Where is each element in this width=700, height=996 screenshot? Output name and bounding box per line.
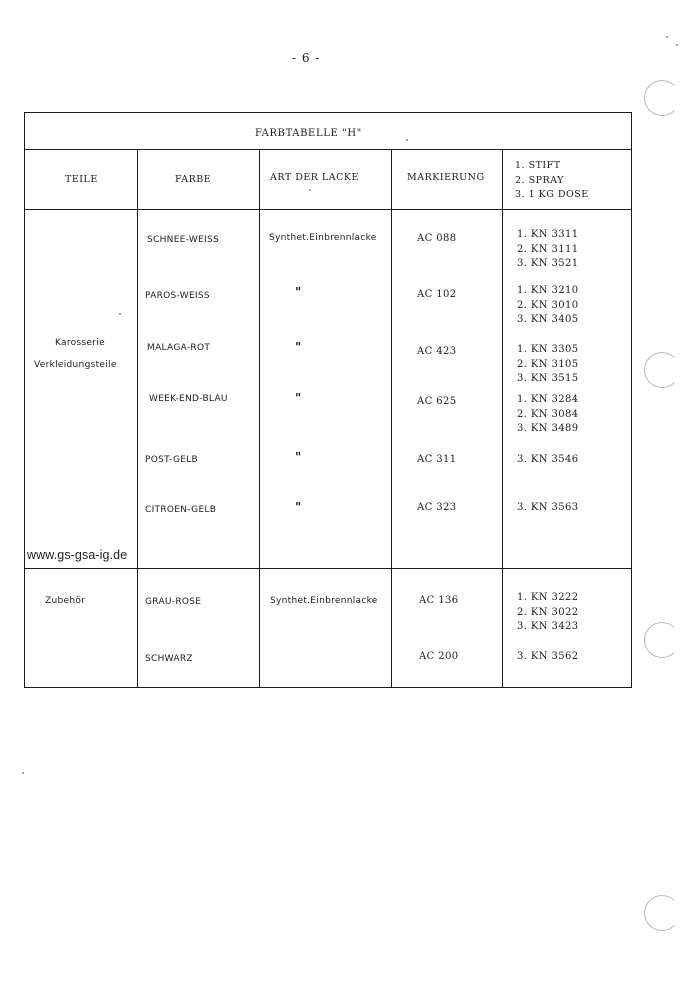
- header-lieferform-line: 1. STIFT: [515, 160, 561, 171]
- table-row-farbe: GRAU-ROSE: [145, 597, 202, 607]
- table-row-farbe: CITROEN-GELB: [145, 505, 217, 515]
- header-divider: [25, 209, 631, 210]
- scan-speck: [119, 313, 121, 315]
- table-row-markierung: AC 311: [417, 454, 457, 465]
- table-row-art: Synthet.Einbrennlacke: [269, 233, 377, 243]
- table-row-codes: [517, 343, 579, 387]
- table-row-code: 3. KN 3563: [517, 502, 579, 513]
- column-divider-1: [137, 149, 138, 687]
- punch-hole-mark: [644, 622, 680, 658]
- table-row-markierung: AC 102: [417, 289, 457, 300]
- code-line: 1. KN 3210: [517, 285, 579, 296]
- table-title: FARBTABELLE "H": [255, 128, 362, 139]
- column-divider-2: [259, 149, 260, 687]
- scan-speck: [309, 189, 311, 191]
- page-number: - 6 -: [292, 51, 321, 65]
- table-row-farbe: SCHWARZ: [145, 654, 193, 664]
- code-line: 1. KN 3311: [517, 229, 579, 240]
- color-table: [24, 112, 632, 688]
- table-row-markierung: AC 088: [417, 233, 457, 244]
- scan-speck: [22, 772, 24, 774]
- table-row-markierung: AC 200: [419, 651, 459, 662]
- header-lieferform-line: 3. 1 KG DOSE: [515, 189, 589, 200]
- table-row-code: 3. KN 3562: [517, 651, 579, 662]
- header-art: ART DER LACKE: [270, 172, 359, 183]
- code-line: 2. KN 3010: [517, 299, 579, 311]
- code-line: 3. KN 3515: [517, 373, 579, 384]
- group-label: Zubehör: [45, 596, 86, 606]
- table-row-codes: [517, 228, 579, 272]
- table-row-codes: [517, 284, 579, 328]
- table-row-markierung: AC 136: [419, 595, 459, 606]
- code-line: 3. KN 3489: [517, 423, 579, 434]
- code-line: 1. KN 3284: [517, 394, 579, 405]
- column-divider-4: [502, 149, 503, 687]
- punch-hole-mark: [644, 895, 680, 931]
- group-label-line: Verkleidungsteile: [34, 360, 117, 370]
- header-lieferform-line: 2. SPRAY: [515, 174, 564, 186]
- code-line: 2. KN 3022: [517, 606, 579, 618]
- code-line: 2. KN 3084: [517, 408, 579, 420]
- table-row-markierung: AC 625: [417, 396, 457, 407]
- table-row-art-ditto: ": [295, 450, 302, 464]
- website-watermark: www.gs-gsa-ig.de: [27, 548, 128, 562]
- header-lieferform: [515, 159, 589, 203]
- code-line: 3. KN 3521: [517, 258, 579, 269]
- table-row-code: 3. KN 3546: [517, 454, 579, 465]
- header-markierung: MARKIERUNG: [407, 172, 485, 183]
- table-row-markierung: AC 323: [417, 502, 457, 513]
- table-row-art-ditto: ": [295, 500, 302, 514]
- code-line: 2. KN 3111: [517, 243, 579, 255]
- table-row-farbe: SCHNEE-WEISS: [147, 235, 220, 245]
- code-line: 3. KN 3423: [517, 621, 579, 632]
- code-line: 1. KN 3222: [517, 592, 579, 603]
- table-row-codes: [517, 591, 579, 635]
- scan-speck: [676, 44, 678, 46]
- table-row-farbe: MALAGA-ROT: [147, 343, 211, 353]
- header-farbe: FARBE: [175, 174, 212, 185]
- column-divider-3: [391, 149, 392, 687]
- table-row-art-ditto: ": [295, 391, 302, 405]
- table-row-art: Synthet.Einbrennlacke: [270, 596, 378, 606]
- scan-speck: [406, 139, 408, 141]
- code-line: 2. KN 3105: [517, 358, 579, 370]
- table-row-codes: [517, 393, 579, 437]
- punch-hole-mark: [644, 352, 680, 388]
- group-label-line: Karosserie: [55, 338, 105, 348]
- scan-speck: [666, 36, 668, 38]
- title-divider: [25, 149, 631, 150]
- table-row-farbe: PAROS-WEISS: [145, 291, 210, 301]
- table-row-art-ditto: ": [295, 340, 302, 354]
- code-line: 3. KN 3405: [517, 314, 579, 325]
- table-row-farbe: POST-GELB: [145, 455, 199, 465]
- table-row-farbe: WEEK-END-BLAU: [149, 394, 228, 404]
- header-teile: TEILE: [65, 174, 98, 185]
- group-divider: [25, 568, 631, 569]
- code-line: 1. KN 3305: [517, 344, 579, 355]
- punch-hole-mark: [644, 80, 680, 116]
- table-row-art-ditto: ": [295, 285, 302, 299]
- table-row-markierung: AC 423: [417, 346, 457, 357]
